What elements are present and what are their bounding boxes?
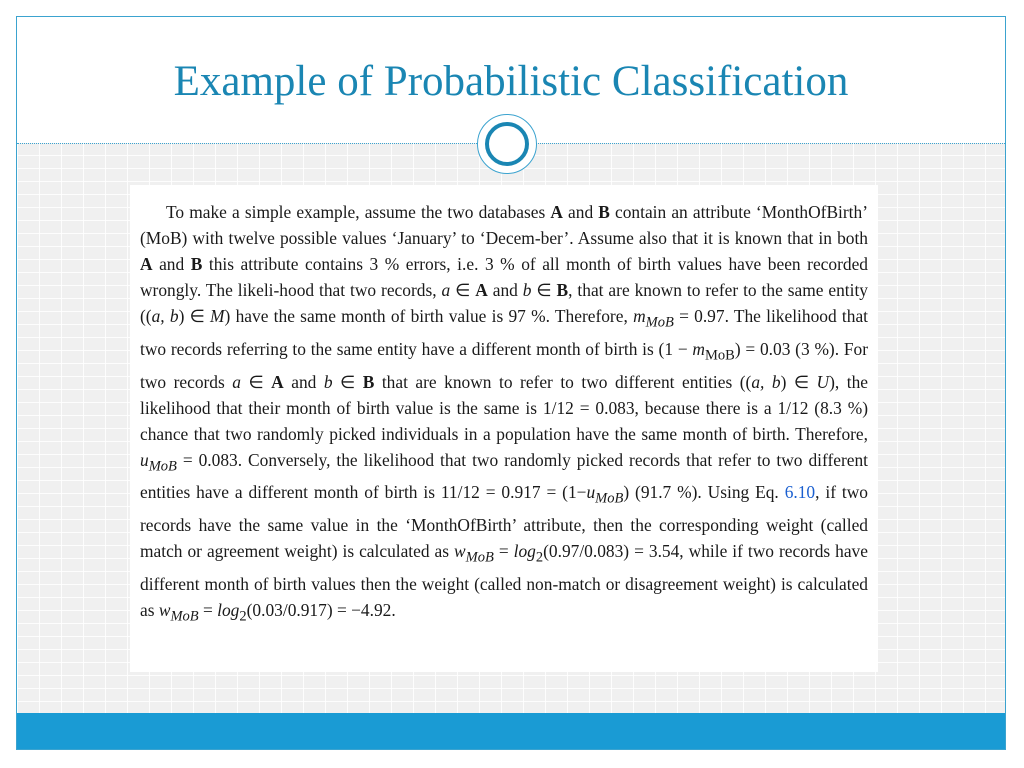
body-bold: B [362, 371, 375, 392]
body-text: = 0.083. Conversely, the likelihood that two randomly picked records that refer to two different entities have a different month of birth is 11/12 = 0.917 = (1− [140, 449, 868, 503]
body-math: u [140, 449, 149, 470]
equation-link[interactable]: 6.10 [784, 482, 816, 503]
body-math: MoB [595, 490, 624, 507]
body-bold: B [556, 280, 569, 301]
body-subscript [595, 491, 623, 507]
body-text: , if two records have the same value in the ‘MonthOfBirth’ attribute, then the corresponding weight (called match or agreement weight) is calculated as [140, 482, 868, 561]
body-math: b [522, 280, 532, 301]
body-text: and [283, 371, 324, 392]
body-text: ) = 0.03 (3 %). For two records [140, 338, 869, 392]
body-subscript: MoB [704, 347, 735, 364]
body-text: and [487, 280, 523, 301]
body-bold: A [475, 280, 488, 301]
body-math: m [633, 306, 646, 327]
body-math: log [513, 541, 536, 561]
body-math: w [158, 599, 171, 620]
body-text: that are known to refer to two different entities (( [374, 371, 752, 392]
body-subscript [149, 458, 177, 474]
body-text: (0.03/0.917) = −4.92. [246, 599, 396, 620]
body-text: ) ∈ [178, 306, 211, 327]
body-text: ∈ [450, 280, 476, 301]
body-subscript: 2 [535, 549, 544, 566]
circle-ring-icon [485, 122, 529, 166]
body-math: m [692, 338, 705, 359]
slide-title: Example of Probabilistic Classification [173, 58, 849, 105]
body-math: MoB [645, 314, 674, 331]
body-math: a [441, 280, 451, 301]
body-math: a, b [151, 306, 179, 327]
body-text: ∈ [332, 371, 363, 392]
circle-ornament-icon [477, 114, 537, 174]
body-text: ∈ [531, 280, 557, 301]
body-text: = [493, 541, 514, 561]
bottom-bar [17, 713, 1005, 749]
body-text: and [562, 202, 599, 222]
body-text: this attribute contains 3 % errors, i.e. 3 % of all month of birth values have been recorded wrongly. The likeli-hood that two records, [140, 254, 868, 301]
body-math: a, b [751, 371, 781, 392]
body-bold: A [271, 371, 284, 392]
text-box [130, 185, 878, 672]
body-text: ), the likelihood that their month of birth value is the same is 1/12 = 0.083, because there is a 1/12 (8.3 %) chance that two randomly picked individuals in a population have the same month of birth. Therefore, [140, 371, 868, 444]
body-text: and [152, 254, 191, 275]
body-text: contain an attribute ‘MonthOfBirth’ (MoB) with twelve possible values ‘January’ to ‘Decem-ber’. Assume also that it is known that in both [140, 202, 868, 249]
body-bold: B [598, 202, 610, 222]
body-text: , that are known to refer to the same entity (( [140, 280, 868, 327]
body-math: u [586, 482, 596, 503]
body-subscript: 2 [239, 608, 247, 625]
body-math: log [217, 599, 240, 620]
body-math: a [232, 371, 241, 392]
body-text: = [198, 599, 218, 620]
body-text: (0.97/0.083) = 3.54, while if two records have different month of birth values then the weight (called non-match or disagreement weight) is calculated as [140, 541, 868, 620]
body-text: ) (91.7 %). Using Eq. [623, 482, 785, 503]
body-math: MoB [465, 549, 494, 566]
body-subscript [466, 549, 494, 565]
body-math: U [816, 371, 830, 392]
body-paragraph [140, 199, 868, 629]
body-subscript [646, 315, 674, 331]
body-math: w [454, 541, 466, 561]
body-math: M [210, 306, 225, 327]
body-bold: A [550, 202, 563, 222]
body-text: To make a simple example, assume the two databases [166, 202, 551, 222]
body-math: b [323, 371, 333, 392]
body-subscript [170, 608, 198, 624]
body-math: MoB [148, 458, 177, 475]
body-text: ) have the same month of birth value is 97 %. Therefore, [224, 306, 634, 327]
body-bold: B [190, 254, 203, 275]
body-text: = 0.97. The likelihood that two records referring to the same entity have a different month of birth is (1 − [140, 306, 869, 359]
body-math: MoB [170, 608, 199, 625]
body-text: ) ∈ [780, 371, 817, 392]
body-text: ∈ [240, 371, 272, 392]
body-bold: A [140, 254, 153, 275]
